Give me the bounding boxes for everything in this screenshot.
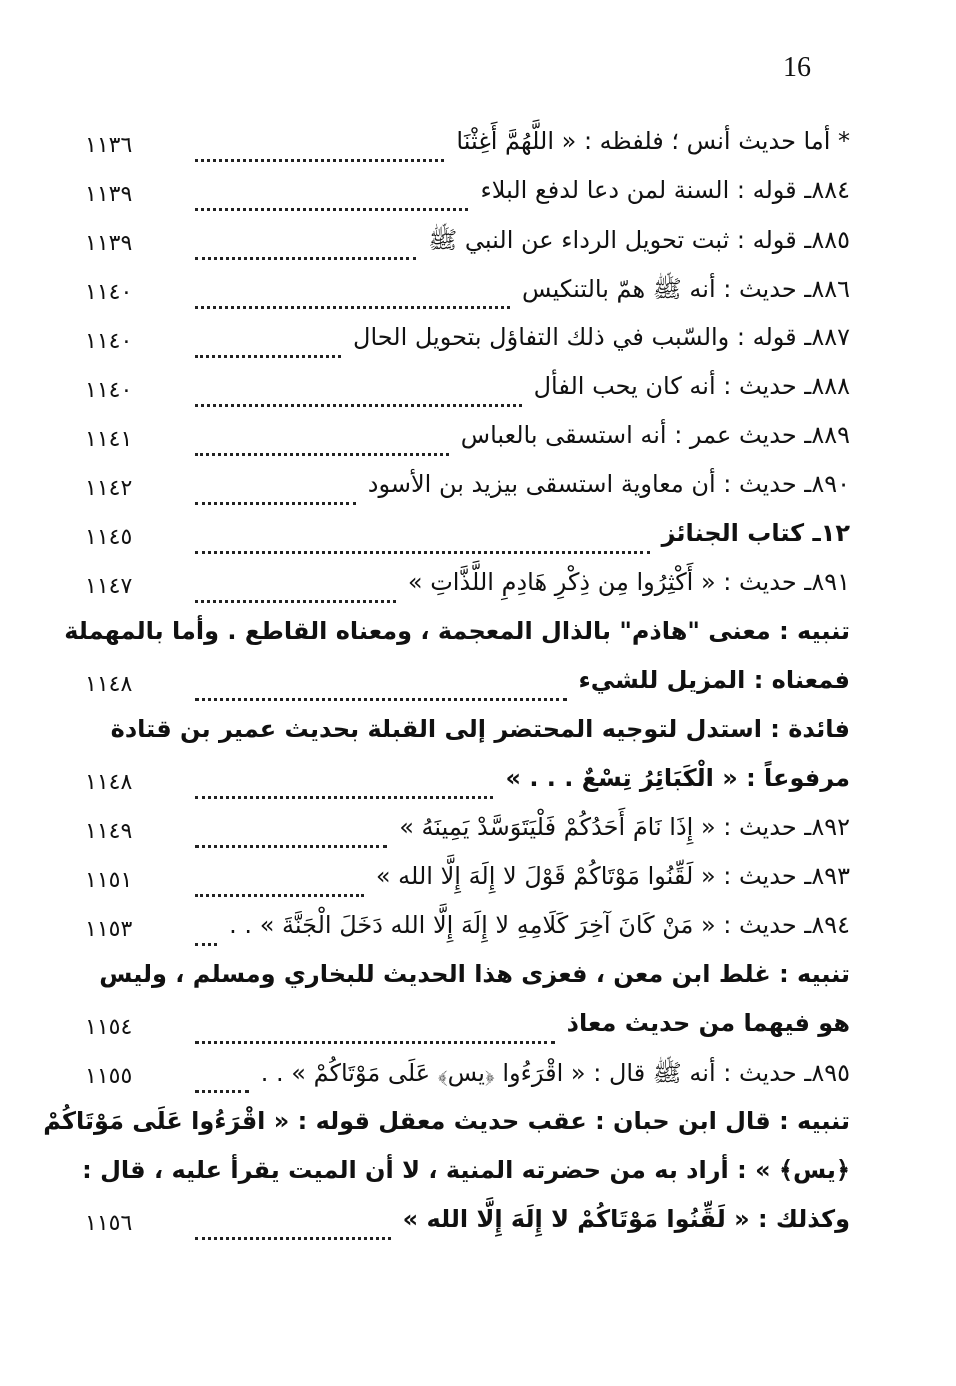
toc-entry-text: تنبيه : معنى "هاذم" بالذال المعجمة ، ومعناه القاطع . وأما بالمهملة — [64, 617, 850, 645]
dot-leader — [195, 1088, 249, 1093]
toc-entry — [85, 515, 850, 564]
toc-entry — [85, 564, 850, 613]
table-of-contents — [43, 123, 850, 1250]
toc-entry — [85, 662, 850, 711]
toc-entry-text: ٨٩٥ـ حديث : أنه ﷺ قال : « اقْرَءُوا ﴿يس﴾ عَلَى مَوْتَاكُمْ » . . — [260, 1059, 850, 1087]
toc-entry — [85, 809, 850, 858]
toc-page-number: ١١٤٢ — [85, 476, 133, 501]
toc-page-number: ١١٤٨ — [85, 672, 133, 697]
dot-leader — [195, 794, 493, 799]
toc-entry-text: ٨٩٤ـ حديث : « مَنْ كَانَ آخِرَ كَلَامِهِ لا إِلَهَ إِلَّا الله دَخَلَ الْجَنَّةَ » . . — [229, 911, 850, 939]
dot-leader — [195, 1039, 555, 1044]
toc-page-number: ١١٤٧ — [85, 574, 133, 599]
toc-entry-text: فمعناه : المزيل للشيء — [578, 666, 850, 694]
dot-leader — [195, 304, 510, 309]
dot-leader — [195, 892, 364, 897]
toc-entry — [64, 613, 850, 662]
dot-leader — [195, 157, 444, 162]
toc-entry-text: ٨٩٣ـ حديث : « لَقِّنُوا مَوْتَاكُمْ قَوْلَ لا إِلَهَ إِلَّا الله » — [375, 862, 850, 890]
toc-entry-text: هو فيهما من حديث معاذ — [566, 1009, 850, 1037]
toc-page-number: ١١٤٩ — [85, 819, 133, 844]
toc-entry-text: وكذلك : « لَقِّنُوا مَوْتَاكُمْ لا إِلَهَ إِلَّا الله » — [402, 1205, 850, 1233]
toc-page-number: ١١٣٦ — [85, 133, 133, 158]
dot-leader — [195, 941, 217, 946]
toc-entry-text: ٨٩٠ـ حديث : أن معاوية استسقى بيزيد بن الأسود — [367, 470, 850, 498]
dot-leader — [195, 843, 387, 848]
dot-leader — [195, 353, 341, 358]
toc-entry — [85, 172, 850, 221]
toc-entry — [85, 221, 850, 270]
dot-leader — [195, 255, 416, 260]
toc-entry — [43, 1103, 850, 1152]
dot-leader — [195, 402, 522, 407]
toc-entry-text: ٨٩٢ـ حديث : « إِذَا نَامَ أَحَدُكُمْ فَلْيَتَوَسَّدْ يَمِينَهُ » — [399, 813, 850, 841]
toc-entry — [85, 1054, 850, 1103]
dot-leader — [195, 500, 356, 505]
toc-entry-text: ٨٨٧ـ قوله : والسّبب في ذلك التفاؤل بتحويل الحال — [353, 323, 850, 351]
toc-entry — [85, 123, 850, 172]
toc-entry — [85, 417, 850, 466]
toc-entry-text: فائدة : استدل لتوجيه المحتضر إلى القبلة بحديث عمير بن قتادة — [110, 715, 850, 743]
toc-page-number: ١١٤٠ — [85, 378, 133, 403]
toc-page-number: ١١٣٩ — [85, 182, 133, 207]
toc-page-number: ١١٥٦ — [85, 1211, 133, 1236]
toc-entry-text: ١٢ـ كتاب الجنائز — [661, 519, 850, 547]
toc-entry — [85, 1005, 850, 1054]
toc-page-number: ١١٥٣ — [85, 917, 133, 942]
toc-entry-text: تنبيه : غلط ابن معن ، فعزى هذا الحديث للبخاري ومسلم ، وليس — [99, 960, 850, 988]
dot-leader — [195, 696, 567, 701]
toc-page-number: ١١٣٩ — [85, 231, 133, 256]
toc-entry-text: ٨٨٩ـ حديث عمر : أنه استسقى بالعباس — [460, 421, 850, 449]
toc-entry — [85, 956, 850, 1005]
toc-entry — [85, 760, 850, 809]
toc-page-number: ١١٤٨ — [85, 770, 133, 795]
toc-entry-text: * أما حديث أنس ؛ فلفظه : « اللَّهُمَّ أَغِثْنَا — [456, 127, 850, 155]
dot-leader — [195, 451, 449, 456]
toc-entry — [85, 907, 850, 956]
toc-page-number: ١١٤٥ — [85, 525, 133, 550]
toc-entry — [85, 1201, 850, 1250]
toc-entry-text: ٨٨٥ـ قوله : ثبت تحويل الرداء عن النبي ﷺ — [428, 226, 850, 254]
toc-entry — [85, 319, 850, 368]
toc-page-number: ١١٥٤ — [85, 1015, 133, 1040]
page-number: 16 — [783, 52, 811, 83]
dot-leader — [195, 549, 650, 554]
toc-page-number: ١١٥٥ — [85, 1064, 133, 1089]
toc-entry — [85, 466, 850, 515]
dot-leader — [195, 206, 468, 211]
toc-entry-text: ٨٨٤ـ قوله : السنة لمن دعا لدفع البلاء — [480, 176, 850, 204]
toc-entry-text: ٨٨٨ـ حديث : أنه كان يحب الفأل — [533, 372, 850, 400]
toc-entry — [82, 1152, 850, 1201]
toc-page-number: ١١٤٠ — [85, 280, 133, 305]
toc-entry-text: ٨٨٦ـ حديث : أنه ﷺ همّ بالتنكيس — [522, 275, 850, 303]
toc-page-number: ١١٥١ — [85, 868, 133, 893]
toc-entry-text: ٨٩١ـ حديث : « أَكْثِرُوا مِن ذِكْرِ هَادِمِ اللَّذَّاتِ » — [407, 568, 850, 596]
toc-entry-text: ﴿يس﴾ » : أراد به من حضرته المنية ، لا أن الميت يقرأ عليه ، قال : — [82, 1156, 850, 1184]
toc-entry-text: تنبيه : قال ابن حبان : عقب حديث معقل قوله : « اقْرَءُوا عَلَى مَوْتَاكُمْ — [43, 1107, 850, 1135]
toc-entry — [85, 711, 850, 760]
dot-leader — [195, 1235, 391, 1240]
toc-entry — [85, 368, 850, 417]
toc-entry-text: مرفوعاً : « الْكَبَائِرُ تِسْعٌ . . . » — [505, 764, 850, 792]
toc-page-number: ١١٤١ — [85, 427, 133, 452]
toc-page-number: ١١٤٠ — [85, 329, 133, 354]
dot-leader — [195, 598, 396, 603]
toc-entry — [85, 270, 850, 319]
toc-entry — [85, 858, 850, 907]
